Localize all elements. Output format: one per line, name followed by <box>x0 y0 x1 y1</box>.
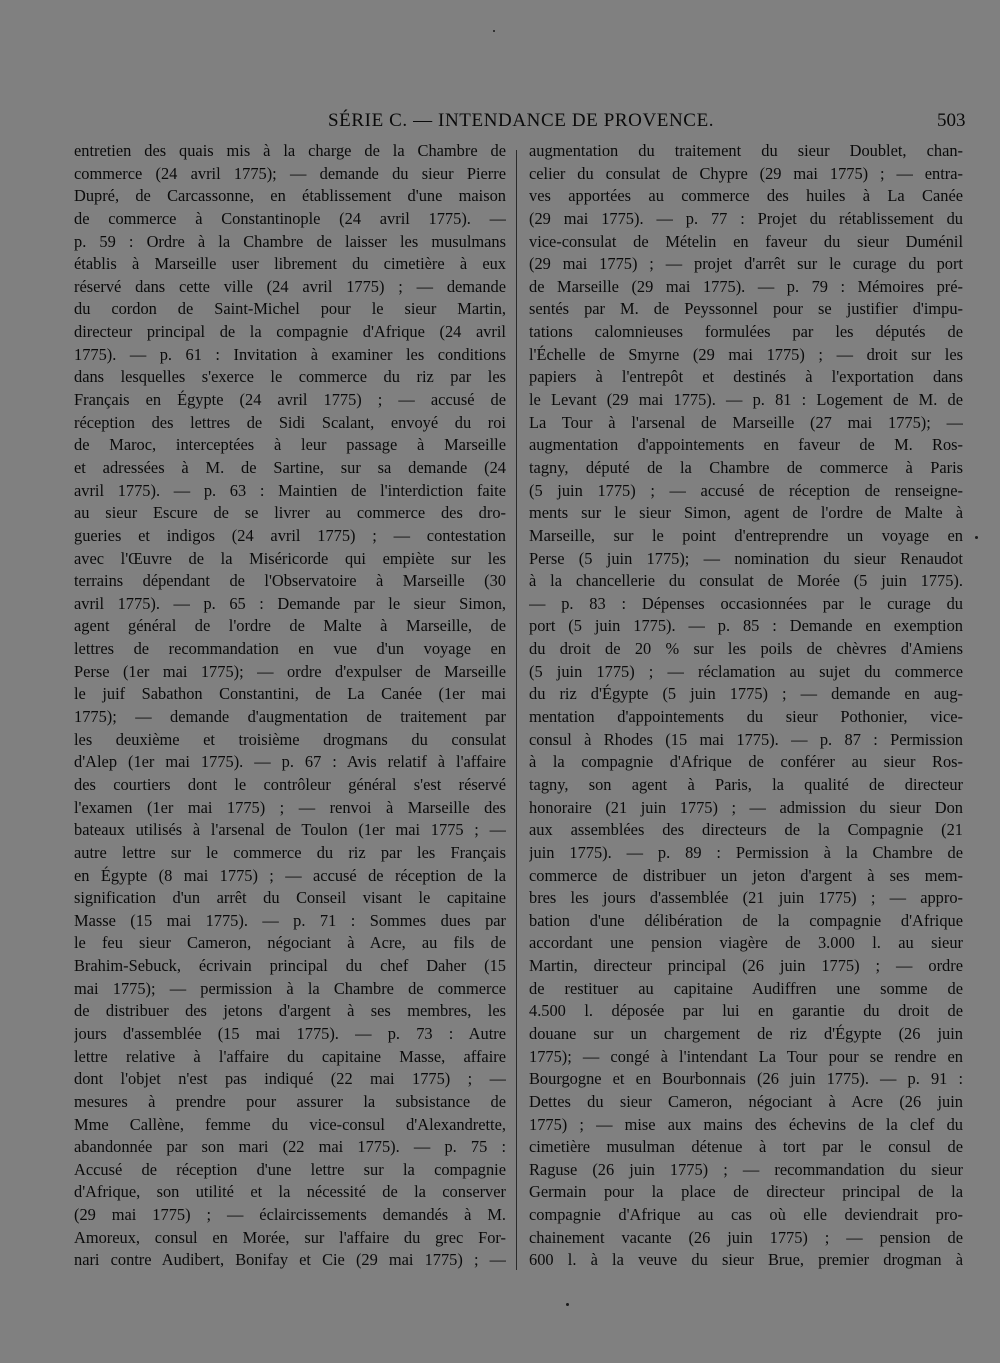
text-line: chainement vacante (26 juin 1775) ; — pension de <box>529 1227 963 1247</box>
text-line: (5 juin 1775) ; — réclamation au sujet du commerce <box>529 661 963 681</box>
text-line: Bourgogne et en Bourbonnais (26 juin 1775). — p. 91 : <box>529 1069 963 1089</box>
text-line: 1775) ; — mise aux mains des échevins de la clef du <box>529 1114 963 1134</box>
text-line: jours d'assemblée (15 mai 1775). — p. 73 : Autre <box>74 1023 506 1043</box>
text-line: du droit de 20 % sur les poils de chèvres d'Amiens <box>529 639 963 659</box>
text-line: Masse (15 mai 1775). — p. 71 : Sommes dues par <box>74 910 506 930</box>
text-line: bres les jours d'assemblée (21 juin 1775) ; — appro- <box>529 888 963 908</box>
text-line: lettre relative à l'affaire du capitaine Masse, affaire <box>74 1046 506 1066</box>
text-line: 1775). — p. 61 : Invitation à examiner les conditions <box>74 344 506 364</box>
text-line: (29 mai 1775) ; — éclaircissements demandés à M. <box>74 1205 506 1225</box>
text-line: des courtiers dont le contrôleur général s'est réservé <box>74 774 506 794</box>
text-line: avec l'Œuvre de la Miséricorde qui empiète sur les <box>74 548 506 568</box>
text-line: avril 1775). — p. 65 : Demande par le sieur Simon, <box>74 593 506 613</box>
text-line: à la compagnie d'Afrique de conférer au sieur Ros- <box>529 752 963 772</box>
text-line: Germain pour la place de directeur principal de la <box>529 1182 963 1202</box>
text-line: du cordon de Saint-Michel pour le sieur Martin, <box>74 299 506 319</box>
text-line: (29 mai 1775). — p. 77 : Projet du rétablissement du <box>529 208 963 228</box>
text-line: Perse (5 juin 1775); — nomination du sieur Renaudot <box>529 548 963 568</box>
text-line: de Marseille (29 mai 1775). — p. 79 : Mémoires pré- <box>529 276 963 296</box>
text-line: Dupré, de Carcassonne, en établissement d'une maison <box>74 186 506 206</box>
text-line: dont l'objet n'est pas indiqué (22 mai 1775) ; — <box>74 1069 506 1089</box>
text-line: port (5 juin 1775). — p. 85 : Demande en exemption <box>529 616 963 636</box>
scan-speck <box>566 1303 569 1306</box>
text-line: p. 59 : Ordre à la Chambre de laisser les musulmans <box>74 231 506 251</box>
text-line: tagny, son agent à Paris, la qualité de directeur <box>529 774 963 794</box>
text-line: ments sur le sieur Simon, agent de l'ordre de Malte à <box>529 503 963 523</box>
text-line: du riz d'Égypte (5 juin 1775) ; — demande en aug- <box>529 684 963 704</box>
text-line: Brahim-Sebuck, écrivain principal du chef Daher (15 <box>74 956 506 976</box>
text-line: commerce (24 avril 1775); — demande du sieur Pierre <box>74 163 506 183</box>
text-line: 4.500 l. déposée par lui en garantie du droit de <box>529 1001 963 1021</box>
text-line: autre lettre sur le commerce du riz par les Français <box>74 842 506 862</box>
text-line: Mme Callène, femme du vice-consul d'Alexandrette, <box>74 1114 506 1134</box>
text-line: consul à Rhodes (15 mai 1775). — p. 87 : Permission <box>529 729 963 749</box>
text-line: avril 1775). — p. 63 : Maintien de l'interdiction faite <box>74 480 506 500</box>
text-line: dans lesquelles s'exerce le commerce du riz par les <box>74 367 506 387</box>
text-line: papiers à l'entrepôt et destinés à l'exportation dans <box>529 367 963 387</box>
text-line: mai 1775); — permission à la Chambre de commerce <box>74 978 506 998</box>
text-line: et adressées à M. de Sartine, sur sa demande (24 <box>74 457 506 477</box>
text-line: à la chancellerie du consulat de Morée (5 juin 1775). <box>529 571 963 591</box>
text-line: sentés par M. de Peyssonnel pour se justifier d'impu- <box>529 299 963 319</box>
text-line: celier du consulat de Chypre (29 mai 1775) ; — entra- <box>529 163 963 183</box>
text-line: vice-consulat de Mételin en faveur du sieur Duménil <box>529 231 963 251</box>
text-line: les deuxième et troisième drogmans du consulat <box>74 729 506 749</box>
text-line: Raguse (26 juin 1775) ; — recommandation du sieur <box>529 1159 963 1179</box>
text-line: l'Échelle de Smyrne (29 mai 1775) ; — droit sur les <box>529 344 963 364</box>
text-line: réservé dans cette ville (24 avril 1775) ; — demande <box>74 276 506 296</box>
text-line: commerce de distribuer un jeton d'argent à ses mem- <box>529 865 963 885</box>
text-line: lettres de recommandation en vue d'un voyage en <box>74 639 506 659</box>
text-line: mentation d'appointements du sieur Pothonier, vice- <box>529 707 963 727</box>
text-line: au sieur Escure de se livrer au commerce des dro- <box>74 503 506 523</box>
column-divider <box>516 150 517 1270</box>
text-line: de distribuer des jetons d'argent à ses membres, les <box>74 1001 506 1021</box>
text-line: bation d'une délibération de la compagnie d'Afrique <box>529 910 963 930</box>
text-line: douane sur un chargement de riz d'Égypte (26 juin <box>529 1023 963 1043</box>
text-line: (29 mai 1775) ; — projet d'arrêt sur le curage du port <box>529 254 963 274</box>
text-line: directeur principal de la compagnie d'Afrique (24 avril <box>74 322 506 342</box>
text-line: ves apportées au commerce des huiles à La Canée <box>529 186 963 206</box>
text-line: augmentation du traitement du sieur Doublet, chan- <box>529 141 963 160</box>
text-line: abandonnée par son mari (22 mai 1775). — p. 75 : <box>74 1137 506 1157</box>
text-line: Marseille, sur le point d'entreprendre un voyage en <box>529 525 963 545</box>
text-line: l'examen (1er mai 1775) ; — renvoi à Marseille des <box>74 797 506 817</box>
text-line: tations calomnieuses formulées par les députés de <box>529 322 963 342</box>
text-line: La Tour à l'arsenal de Marseille (27 mai 1775); — <box>529 412 963 432</box>
text-line: bateaux utilisés à l'arsenal de Toulon (1er mai 1775 ; — <box>74 820 506 840</box>
text-line: — p. 83 : Dépenses occasionnées par le curage du <box>529 593 963 613</box>
text-line: Amoreux, consul en Morée, sur l'affaire du grec For- <box>74 1227 506 1247</box>
running-title: SÉRIE C. — INTENDANCE DE PROVENCE. <box>328 110 715 131</box>
text-line: 600 l. à la veuve du sieur Brue, premier drogman à <box>529 1250 963 1270</box>
text-line: réception des lettres de Sidi Scalant, envoyé du roi <box>74 412 506 432</box>
text-line: entretien des quais mis à la charge de la Chambre de <box>74 141 506 160</box>
text-line: 1775); — demande d'augmentation de traitement par <box>74 707 506 727</box>
text-line: Accusé de réception d'une lettre sur la compagnie <box>74 1159 506 1179</box>
scan-speck <box>975 536 978 539</box>
text-line: Dettes du sieur Cameron, négociant à Acre (26 juin <box>529 1091 963 1111</box>
page-number: 503 <box>937 110 966 131</box>
text-line: le Levant (29 mai 1775). — p. 81 : Logement de M. de <box>529 390 963 410</box>
text-line: cimetière musulman détenue à tort par le consul de <box>529 1137 963 1157</box>
page-header <box>0 110 1000 138</box>
text-line: gueries et indigos (24 avril 1775) ; — contestation <box>74 525 506 545</box>
text-line: nari contre Audibert, Bonifay et Cie (29 mai 1775) ; — <box>74 1250 506 1270</box>
text-line: Français en Égypte (24 avril 1775) ; — accusé de <box>74 390 506 410</box>
text-line: 1775); — congé à l'intendant La Tour pour se rendre en <box>529 1046 963 1066</box>
text-line: en Égypte (8 mai 1775) ; — accusé de réception de la <box>74 865 506 885</box>
text-line: d'Alep (1er mai 1775). — p. 67 : Avis relatif à l'affaire <box>74 752 506 772</box>
text-line: juin 1775). — p. 89 : Permission à la Chambre de <box>529 842 963 862</box>
text-line: terrains dépendant de l'Observatoire à Marseille (30 <box>74 571 506 591</box>
text-line: de commerce à Constantinople (24 avril 1775). — <box>74 208 506 228</box>
text-line: d'Afrique, son utilité et la nécessité de la conserver <box>74 1182 506 1202</box>
text-line: Perse (1er mai 1775); — ordre d'expulser de Marseille <box>74 661 506 681</box>
text-line: de restituer au capitaine Audiffren une somme de <box>529 978 963 998</box>
scan-speck <box>493 30 495 32</box>
text-line: Martin, directeur principal (26 juin 1775) ; — ordre <box>529 956 963 976</box>
text-line: le juif Sabathon Constantini, de La Canée (1er mai <box>74 684 506 704</box>
text-line: établis à Marseille user librement du cimetière à eux <box>74 254 506 274</box>
right-column <box>529 140 963 1272</box>
text-line: augmentation d'appointements en faveur de M. Ros- <box>529 435 963 455</box>
text-line: compagnie d'Afrique au cas où elle deviendrait pro- <box>529 1205 963 1225</box>
text-line: le feu sieur Cameron, négociant à Acre, au fils de <box>74 933 506 953</box>
text-line: signification d'un arrêt du Conseil visant le capitaine <box>74 888 506 908</box>
text-line: tagny, député de la Chambre de commerce à Paris <box>529 457 963 477</box>
text-line: honoraire (21 juin 1775) ; — admission du sieur Don <box>529 797 963 817</box>
text-line: accordant une pension viagère de 3.000 l. au sieur <box>529 933 963 953</box>
text-line: agent général de l'ordre de Malte à Marseille, de <box>74 616 506 636</box>
text-line: de Maroc, interceptées à leur passage à Marseille <box>74 435 506 455</box>
text-line: mesures à prendre pour assurer la subsistance de <box>74 1091 506 1111</box>
text-line: aux assemblées des directeurs de la Compagnie (21 <box>529 820 963 840</box>
text-line: (5 juin 1775) ; — accusé de réception de renseigne- <box>529 480 963 500</box>
left-column <box>74 140 506 1272</box>
